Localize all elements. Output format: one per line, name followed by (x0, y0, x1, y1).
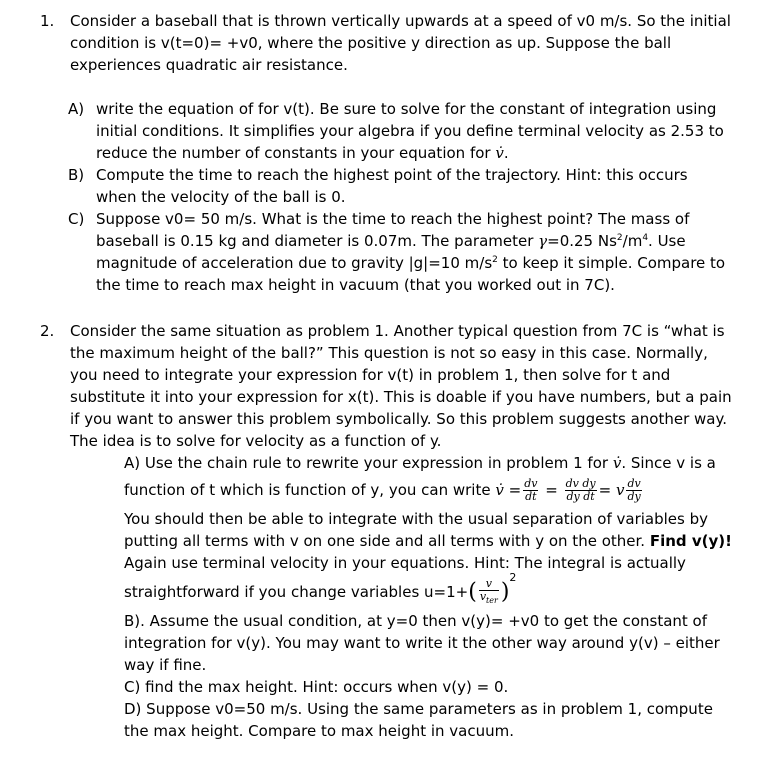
problem-1c-line-1: Suppose v0= 50 m/s. What is the time to reach the highest point? The mass of (96, 210, 690, 228)
problem-1c-label: C) (68, 210, 85, 228)
problem-2-line-1: Consider the same situation as problem 1. Another typical question from 7C is “what is (70, 322, 725, 340)
problem-1-line-3: experiences quadratic air resistance. (70, 56, 348, 74)
problem-1-number: 1. (40, 12, 55, 30)
gamma-symbol: γ (538, 232, 548, 250)
problem-1a-line-2: initial conditions. It simplifies your algebra if you define terminal velocity as 2.53 to (96, 122, 724, 140)
problem-2-line-6: The idea is to solve for velocity as a function of y. (70, 432, 442, 450)
problem-2d-line-1: D) Suppose v0=50 m/s. Using the same parameters as in problem 1, compute (124, 700, 713, 718)
problem-2-line-4: substitute it into your expression for x(t). This is doable if you have numbers, but a pain (70, 388, 732, 406)
problem-1a-line-3: reduce the number of constants in your equation for v̇. (96, 144, 509, 162)
problem-2a-line-3: You should then be able to integrate with the usual separation of variables by (124, 510, 709, 528)
fraction-dv-dy: $\frac{dv}{dy}$ (627, 477, 641, 503)
problem-2-line-5: if you want to answer this problem symbolically. So this problem suggests another way. (70, 410, 727, 428)
problem-2-line-3: you need to integrate your expression for v(t) in problem 1, then solve for t and (70, 366, 671, 384)
problem-2-line-2: the maximum height of the ball?” This question is not so easy in this case. Normally, (70, 344, 708, 362)
problem-2a-substitution-line: straightforward if you change variables u=1+( $\frac{v}{v_{ter}}$ )$^2$ (124, 571, 517, 606)
fraction-chain: $\frac{\text{dv dy}}{\text{dy dt}}$ (565, 477, 596, 503)
problem-1c-line-2: baseball is 0.15 kg and diameter is 0.07m. The parameter γ=0.25 $Ns^2/m^4$. Use (96, 232, 686, 250)
problem-2b-line-3: way if fine. (124, 656, 207, 674)
find-vy-bold: Find v(y)! (649, 532, 732, 550)
problem-2a-chain-rule-line: function of t which is function of y, you can write v̇ = $\frac{dv}{dt}$ = $\frac{\text{dv dy}}{\text{dy dt}}$ = v $\frac{dv}{dy}$ (124, 477, 641, 503)
problem-2a-line-4: putting all terms with v on one side and all terms with y on the other. Find v(y)! (124, 532, 732, 550)
problem-2b-line-2: integration for v(y). You may want to write it the other way around y(v) – either (124, 634, 720, 652)
problem-1b-line-2: when the velocity of the ball is 0. (96, 188, 346, 206)
problem-2a-line-1: A) Use the chain rule to rewrite your expression in problem 1 for v̇. Since v is a (124, 454, 716, 472)
problem-1a-label: A) (68, 100, 85, 118)
problem-2d-line-2: the max height. Compare to max height in vacuum. (124, 722, 514, 740)
fraction-dv-dt: $\frac{dv}{dt}$ (524, 477, 538, 503)
problem-1c-line-3: magnitude of acceleration due to gravity |g|=10 $m/s^2$ to keep it simple. Compare to (96, 254, 726, 272)
problem-1-line-1: Consider a baseball that is thrown vertically upwards at a speed of v0 m/s. So the initial (70, 12, 731, 30)
problem-1-line-2: condition is v(t=0)= +v0, where the positive y direction as up. Suppose the ball (70, 34, 672, 52)
fraction-v-vter: $\frac{v}{v_{ter}}$ (479, 576, 498, 606)
eq-lhs: v̇ (495, 481, 504, 499)
problem-1a-line-1: write the equation of for v(t). Be sure to solve for the constant of integration using (96, 100, 717, 118)
v-dot-symbol: v̇ (612, 454, 622, 472)
problem-1b-line-1: Compute the time to reach the highest point of the trajectory. Hint: this occurs (96, 166, 688, 184)
problem-1b-label: B) (68, 166, 85, 184)
problem-2b-line-1: B). Assume the usual condition, at y=0 then v(y)= +v0 to get the constant of (124, 612, 708, 630)
problem-2c-line-1: C) find the max height. Hint: occurs when v(y) = 0. (124, 678, 509, 696)
problem-1c-line-4: the time to reach max height in vacuum (that you worked out in 7C). (96, 276, 615, 294)
problem-2a-line-5: Again use terminal velocity in your equations. Hint: The integral is actually (124, 554, 686, 572)
v-dot-symbol: v̇ (495, 144, 504, 162)
problem-2-number: 2. (40, 322, 55, 340)
